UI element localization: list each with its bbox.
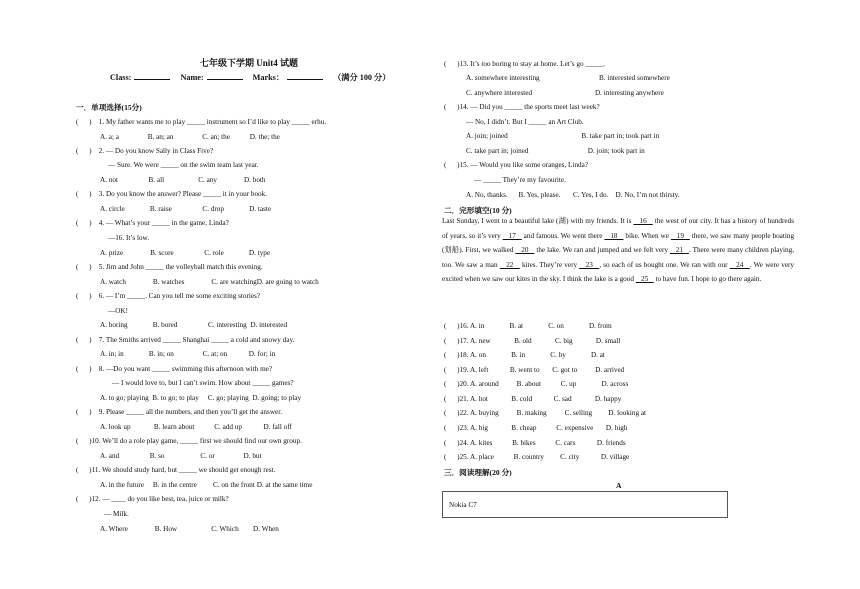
question-line: A. join; joined B. take part in; took part in <box>466 132 660 140</box>
question-line: — No, I didn’t. But I _____ an Art Club. <box>466 118 584 126</box>
question-line: — _____ They’re my favourite. <box>474 176 566 184</box>
full-score: （满分 100 分） <box>333 73 391 82</box>
question-line: —16. It’s low. <box>108 234 150 242</box>
question-line: A. a; a B. an; an C. an; the D. the; the <box>100 133 280 141</box>
cloze-blank[interactable]: 24 <box>729 260 750 269</box>
question-line: ( )22. A. buying B. making C. selling D. looking at <box>444 409 647 417</box>
question-line: A. and B. so C. or D. but <box>100 452 262 460</box>
question-line: — Sure. We were _____ on the swim team last year. <box>108 161 259 169</box>
question-line: ( ) 4. — What’s your _____ in the game, Linda? <box>76 219 229 227</box>
question-line: ( )16. A. in B. at C. on D. from <box>444 322 612 330</box>
class-label: Class: <box>110 73 132 82</box>
question-line: ( ) 6. — I’m _____. Can you tell me some exciting stories? <box>76 292 261 300</box>
question-line: ( )10. We’ll do a role play game, _____ first we should find our own group. <box>76 437 302 445</box>
question-line: ( )15. — Would you like some oranges, Linda? <box>444 161 589 169</box>
question-line: ( )23. A. big B. cheap C. expensive D. high <box>444 424 628 432</box>
class-blank[interactable] <box>134 72 170 80</box>
section-1-heading: 一．单项选择(15分) <box>76 103 142 112</box>
cloze-blank[interactable]: 16 <box>633 217 653 225</box>
question-line: A. boring B. bored C. interesting D. interested <box>100 321 288 329</box>
page-title: 七年级下学期 Unit4 试题 <box>200 58 299 68</box>
box-text: Nokia C7 <box>449 501 477 509</box>
question-line: A. Where B. How C. Which D. When <box>100 525 279 533</box>
question-line: ( ) 5. Jim and John _____ the volleyball match this evening. <box>76 263 263 271</box>
question-line: A. somewhere interesting B. interested somewhere <box>466 74 670 82</box>
question-line: ( ) 9. Please _____ all the numbers, and then you’ll get the answer. <box>76 408 282 416</box>
cloze-blank[interactable]: 25 <box>635 275 654 283</box>
name-blank[interactable] <box>207 72 243 80</box>
cloze-blank[interactable]: 19 <box>670 231 690 240</box>
question-line: ( )18. A. on B. in C. by D. at <box>444 351 605 359</box>
question-line: ( ) 8. —Do you want _____ swimming this afternoon with me? <box>76 365 273 373</box>
section-2-heading: 二．完形填空(10 分) <box>444 206 512 215</box>
question-line: ( )24. A. kites B. bikes C. cars D. friends <box>444 439 626 447</box>
question-line: ( )11. We should study hard, but _____ we should get enough rest. <box>76 466 276 474</box>
question-line: A. look up B. learn about C. add up D. fall off <box>100 423 292 431</box>
question-line: — Milk. <box>104 510 129 518</box>
question-line: A. not B. all C. any D. both <box>100 176 266 184</box>
question-line: ( )19. A. left B. went to C. got to D. arrived <box>444 366 625 374</box>
question-line: ( )14. — Did you _____ the sports meet last week? <box>444 103 600 111</box>
question-line: A. in the future B. in the centre C. on the front D. at the same time <box>100 481 313 489</box>
question-line: A. prize B. score C. role D. type <box>100 249 271 257</box>
question-line: C. take part in; joined D. join; took part in <box>466 147 645 155</box>
question-line: ( ) 2. — Do you know Sally in Class Five? <box>76 147 214 155</box>
question-line: ( )17. A. new B. old C. big D. small <box>444 337 621 345</box>
question-line: ( )13. It’s too boring to stay at home. Let’s go _____. <box>444 60 606 68</box>
question-line: ( )25. A. place B. country C. city D. village <box>444 453 630 461</box>
question-line: ( )12. — ____ do you like best, tea, juice or milk? <box>76 495 229 503</box>
student-info-header <box>110 72 390 83</box>
cloze-blank[interactable]: 23 <box>579 260 600 269</box>
question-line: A. No, thanks. B. Yes, please. C. Yes, I do. D. No, I’m not thirsty. <box>466 191 680 199</box>
cloze-passage: Last Sunday, I went to a beautiful lake (湖) with my friends. It is 16 the west of our city. It has a history of hundreds of years, so it’s very 17 and famous. We went there 18 bike. When we 19 there, we saw many people boating (划船). First, we walked 20 the lake. We ran and jumped and we felt very 21 . There were many children playing, too. We saw a man 22 kites. They’re very 23 , so each of us bought one. We ran with our 24 . We were very excited when we saw our kites in the sky. I think the lake is a good 25 to have fun. I hope to go there again. <box>442 217 795 283</box>
question-line: —OK! <box>108 307 128 315</box>
question-line: C. anywhere interested D. interesting anywhere <box>466 89 664 97</box>
cloze-blank[interactable]: 20 <box>515 246 535 254</box>
question-line: ( ) 7. The Smiths arrived _____ Shanghai _____ a cold and snowy day. <box>76 336 295 344</box>
question-line: ( )21. A. hot B. cold C. sad D. happy <box>444 395 622 403</box>
marks-blank[interactable] <box>287 72 323 80</box>
question-line: ( ) 1. My father wants me to play _____ instrument so I’d like to play _____ erhu. <box>76 118 327 126</box>
marks-label: Marks： <box>252 73 285 82</box>
question-line: ( ) 3. Do you know the answer? Please _____ it in your book. <box>76 190 268 198</box>
question-line: — I would love to, but I can’t swim. How about _____ games? <box>112 379 294 387</box>
reading-part-label: A <box>616 481 622 490</box>
cloze-blank[interactable]: 22 <box>499 260 520 269</box>
question-line: A. in; in B. in; on C. at; on D. for; in <box>100 350 276 358</box>
section-3-heading: 三．阅读理解(20 分) <box>444 468 512 477</box>
cloze-blank[interactable]: 17 <box>502 231 522 240</box>
question-line: A. watch B. watches C. are watchingD. are going to watch <box>100 278 319 286</box>
cloze-blank[interactable]: 21 <box>669 246 689 254</box>
cloze-blank[interactable]: 18 <box>604 231 624 240</box>
question-line: A. to go; playing B. to go; to play C. go; playing D. going; to play <box>100 394 302 402</box>
question-line: A. circle B. raise C. drop D. taste <box>100 205 272 213</box>
reading-passage-box <box>442 491 728 518</box>
question-line: ( )20. A. around B. about C. up D. across <box>444 380 629 388</box>
name-label: Name: <box>180 73 204 82</box>
